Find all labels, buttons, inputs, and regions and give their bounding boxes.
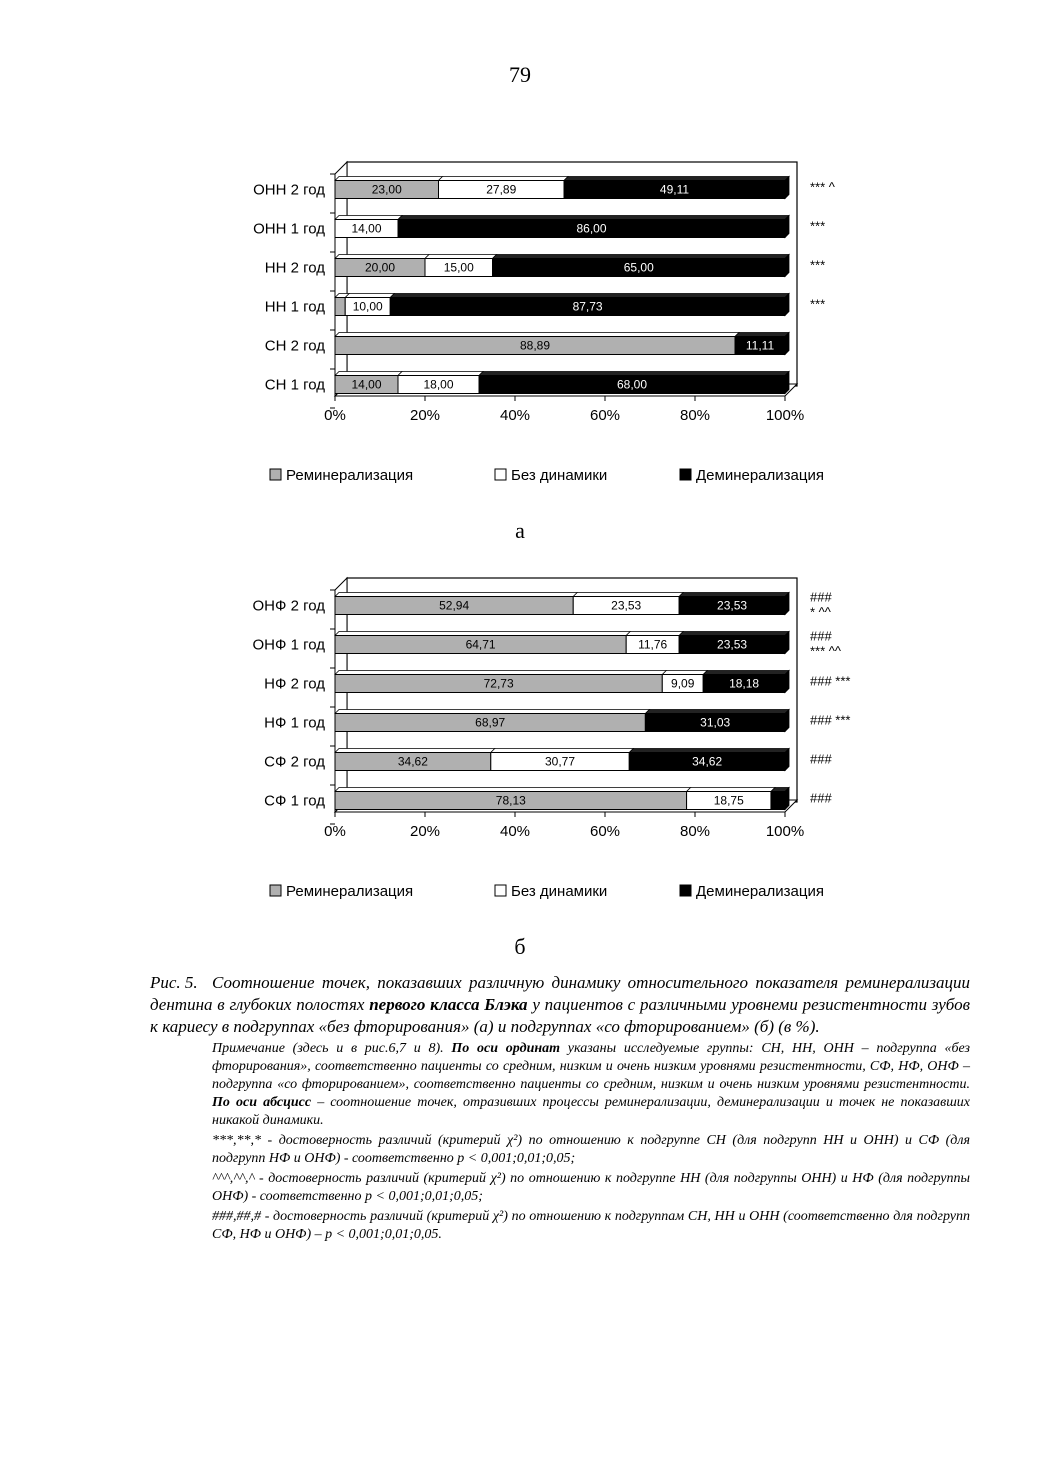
category-label: ОНФ 2 год: [252, 597, 325, 615]
legend-label: Реминерализация: [286, 883, 414, 900]
data-label: 23,53: [611, 598, 642, 613]
caption-main: [150, 972, 970, 1038]
significance-annotation: * ^^: [810, 604, 831, 620]
data-label: 20,00: [364, 260, 396, 275]
bar-segment-top: [493, 255, 790, 259]
bar-segment-side: [785, 255, 789, 277]
category-label: НН 2 год: [264, 259, 325, 277]
bar-segment-side: [785, 294, 789, 316]
significance-annotation: ###: [810, 751, 832, 767]
data-label: 23,53: [717, 598, 748, 613]
bar-segment-top: [564, 177, 789, 181]
significance-annotation: ***: [810, 257, 826, 273]
bar-segment-side: [785, 593, 789, 615]
caption-note-4: ###,##,# - достоверность различий (критерий χ²) по отношению к подгруппам СН, НН и ОНН (соответственно для подгрупп СФ, НФ и ОНФ) – р < 0,001;0,01;0,05.: [212, 1209, 970, 1242]
x-tick-label: 80%: [679, 823, 711, 840]
data-label: 31,03: [700, 715, 731, 730]
category-label: ОНН 2 год: [253, 181, 325, 199]
data-label: 27,89: [486, 182, 517, 197]
legend-swatch: [495, 885, 506, 896]
bar-segment-top: [398, 216, 789, 220]
bar-segment: [771, 792, 785, 810]
bar-segment-side: [785, 632, 789, 654]
x-tick-label: 0%: [324, 407, 346, 424]
legend-swatch: [270, 469, 281, 480]
legend-label: Деминерализация: [696, 883, 824, 900]
bar-segment-top: [398, 372, 483, 376]
bar-segment-top: [573, 593, 683, 597]
category-label: СН 2 год: [264, 337, 325, 355]
bar-segment-top: [629, 749, 789, 753]
x-tick-label: 40%: [499, 407, 531, 424]
data-label: 23,00: [371, 182, 402, 197]
bar-segment-top: [645, 710, 789, 714]
x-tick-label: 40%: [499, 823, 531, 840]
data-label: 15,00: [443, 260, 474, 275]
bar-segment-top: [626, 632, 683, 636]
data-label: 64,71: [465, 637, 496, 652]
caption-note-1: [212, 1040, 970, 1130]
x-tick-label: 60%: [589, 823, 621, 840]
data-label: 78,13: [495, 793, 526, 808]
data-label: 65,00: [623, 260, 654, 275]
bar-segment-side: [785, 710, 789, 732]
bar-segment-side: [785, 372, 789, 394]
panel-label-a: а: [515, 518, 525, 543]
data-label: 88,89: [519, 338, 551, 353]
data-label: 52,94: [439, 598, 470, 613]
legend-swatch: [680, 469, 691, 480]
caption-prefix: Рис. 5.: [150, 973, 198, 992]
significance-annotation: ###: [810, 790, 832, 806]
category-label: ОНН 1 год: [253, 220, 325, 238]
bar-segment-top: [335, 788, 691, 792]
bar-segment-top: [390, 294, 789, 298]
stacked-bar-chart-a: [0, 150, 1040, 510]
bar-segment-top: [335, 710, 649, 714]
category-label: СН 1 год: [264, 376, 325, 394]
x-tick-label: 60%: [589, 407, 621, 424]
significance-annotation: ### ***: [810, 712, 851, 728]
x-tick-label: 0%: [324, 823, 346, 840]
data-label: 86,00: [576, 221, 607, 236]
bar-segment-top: [335, 749, 495, 753]
data-label: 18,00: [423, 377, 454, 392]
page-number: 79: [509, 62, 531, 87]
bar-segment-top: [679, 632, 789, 636]
bar-segment-top: [735, 333, 789, 337]
bar-segment-top: [335, 216, 402, 220]
data-label: 11,76: [638, 637, 668, 652]
significance-annotation: ***: [810, 218, 826, 234]
note-1d: По оси абсцисс: [212, 1095, 312, 1110]
legend-label: Реминерализация: [286, 467, 414, 484]
data-label: 18,18: [729, 676, 760, 691]
x-tick-label: 80%: [679, 407, 711, 424]
panel-label-b: б: [514, 934, 526, 959]
caption-note-3: ^^^,^^,^ - достоверность различий (критерий χ²) по отношению к подгруппе НН (для подгруппы ОНН) и НФ (для подгруппы ОНФ) - соответственно р < 0,001;0,01;0,05;: [212, 1171, 970, 1204]
caption-text-1: Соотношение точек, показавших различную динамику относительного показателя реминерализации дентина в глубоких полостях: [150, 973, 970, 1014]
category-label: НФ 1 год: [264, 714, 325, 732]
data-label: 49,11: [659, 182, 690, 197]
legend-label: Деминерализация: [696, 467, 824, 484]
data-label: 11,11: [745, 338, 775, 353]
bar-segment-top: [491, 749, 633, 753]
legend-label: Без динамики: [511, 467, 608, 484]
data-label: 68,97: [475, 715, 506, 730]
legend-swatch: [495, 469, 506, 480]
significance-annotation: ###: [810, 589, 832, 605]
bar-segment-side: [785, 788, 789, 810]
category-label: СФ 1 год: [264, 792, 325, 810]
data-label: 14,00: [351, 377, 382, 392]
category-label: НФ 2 год: [264, 675, 325, 693]
data-label: 68,00: [616, 377, 648, 392]
note-1c: указаны исследуемые группы: СН, НН, ОНН – подгруппа «без фторирования», соответственно пациенты со средним, низким и очень низким уровнями резистентности, СФ, НФ, ОНФ – подгруппа «со фторированием», соответственно пациенты со средним, низким и очень низким уровнями резистентности.: [212, 1041, 970, 1092]
bar-segment-top: [335, 632, 630, 636]
category-label: ОНФ 1 год: [252, 636, 325, 654]
significance-annotation: ### ***: [810, 673, 851, 689]
bar-segment-top: [425, 255, 497, 259]
bar-segment-top: [479, 372, 789, 376]
bar-segment-side: [785, 177, 789, 199]
data-label: 72,73: [483, 676, 514, 691]
bar-segment-top: [335, 372, 402, 376]
bar-segment-top: [335, 333, 739, 337]
significance-annotation: ***: [810, 296, 826, 312]
x-tick-label: 100%: [765, 823, 805, 840]
data-label: 10,00: [352, 299, 383, 314]
bar-segment-top: [345, 294, 394, 298]
note-1b: По оси ординат: [451, 1041, 561, 1056]
significance-annotation: ###: [810, 628, 832, 644]
bar-segment-top: [439, 177, 569, 181]
note-1a: Примечание (здесь и в рис.6,7 и 8).: [212, 1041, 444, 1056]
bar-segment-top: [687, 788, 775, 792]
x-tick-label: 100%: [765, 407, 805, 424]
bar-segment-top: [335, 177, 443, 181]
legend-swatch: [680, 885, 691, 896]
figure-caption: [150, 972, 970, 1244]
bar-segment: [335, 298, 345, 316]
data-label: 23,53: [717, 637, 748, 652]
bar-segment-side: [785, 671, 789, 693]
bar-segment-top: [335, 255, 429, 259]
data-label: 34,62: [692, 754, 723, 769]
data-label: 9,09: [671, 676, 695, 691]
significance-annotation: *** ^: [810, 179, 835, 195]
data-label: 30,77: [545, 754, 576, 769]
legend-label: Без динамики: [511, 883, 608, 900]
legend-swatch: [270, 885, 281, 896]
bar-segment-side: [785, 749, 789, 771]
bar-segment-top: [679, 593, 789, 597]
bar-segment-top: [662, 671, 707, 675]
data-label: 87,73: [572, 299, 603, 314]
caption-text-2: у пациентов с различными уровнеми резистентности зубов к кариесу в подгруппах «без фторирования» (а) и подгруппах «со фторированием» (б) (в %).: [150, 995, 971, 1036]
caption-bold: первого класса Блэка: [369, 995, 528, 1014]
data-label: 14,00: [351, 221, 382, 236]
x-tick-label: 20%: [409, 407, 441, 424]
data-label: 18,75: [713, 793, 744, 808]
bar-segment-side: [785, 333, 789, 355]
data-label: 34,62: [397, 754, 428, 769]
category-label: СФ 2 год: [264, 753, 325, 771]
caption-note-2: ***,**,* - достоверность различий (критерий χ²) по отношению к подгруппе СН (для подгрупп НН и ОНН) и СФ (для подгрупп НФ и ОНФ) - соответственно р < 0,001;0,01;0,05;: [212, 1133, 970, 1166]
bar-segment-top: [335, 593, 577, 597]
bar-segment-top: [335, 671, 666, 675]
bar-segment-side: [785, 216, 789, 238]
stacked-bar-chart-b: [0, 566, 1040, 926]
x-tick-label: 20%: [409, 823, 441, 840]
category-label: НН 1 год: [264, 298, 325, 316]
note-1e: – соотношение точек, отразивших процессы реминерализации, деминерализации и точек не показавших никакой динамики.: [212, 1095, 971, 1128]
significance-annotation: *** ^^: [810, 643, 841, 659]
bar-segment-top: [703, 671, 789, 675]
